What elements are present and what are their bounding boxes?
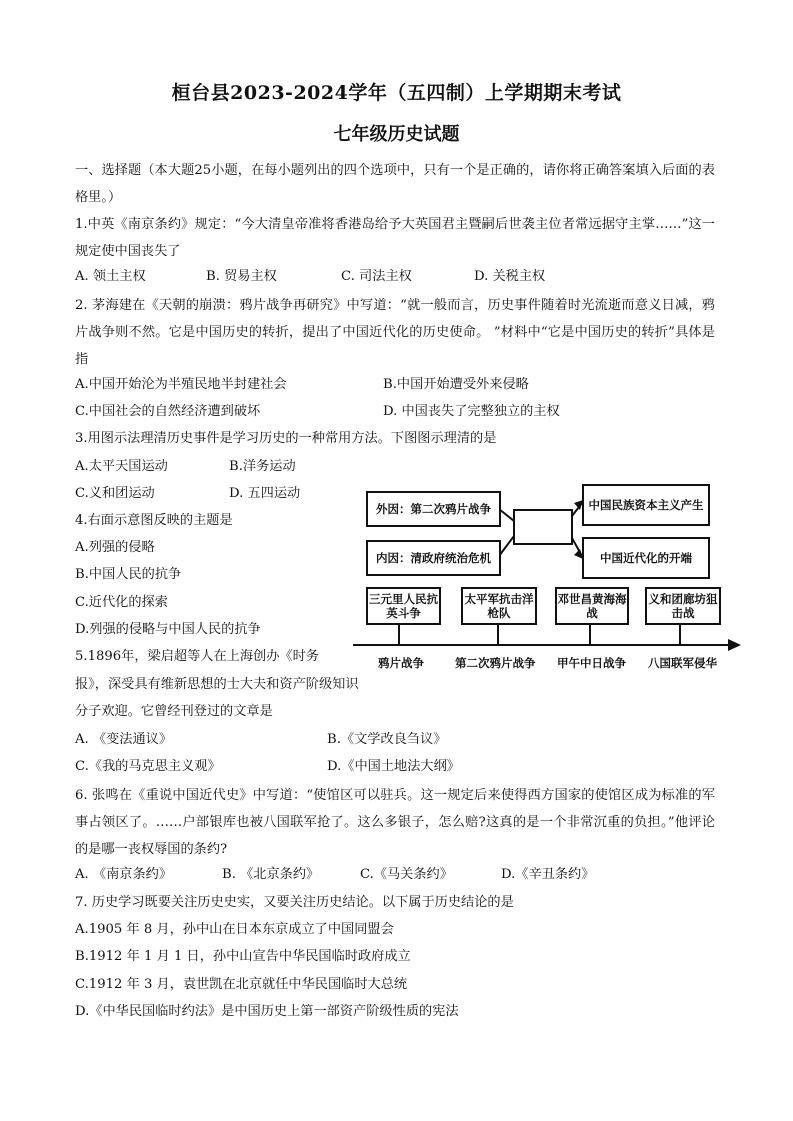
timeline-label-3: 甲午中日战争: [557, 656, 626, 670]
question-5-stem-line-3: 分子欢迎。它曾经刊登过的文章是: [75, 704, 273, 719]
timeline-label-2: 第二次鸦片战争: [455, 656, 536, 670]
exam-title: 桓台县2023-2024学年（五四制）上学期期末考试: [171, 82, 622, 104]
q5-option-b[interactable]: B.《文学改良刍议》: [327, 732, 447, 747]
q4-option-d[interactable]: D.列强的侵略与中国人民的抗争: [75, 622, 261, 637]
q1-option-d[interactable]: D. 关税主权: [474, 269, 546, 284]
timeline-event-3: 邓世昌黄海海战: [555, 587, 629, 625]
timeline-event-2: 太平军抗击洋枪队: [461, 587, 537, 625]
question-5-stem-line-1: 5.1896年，梁启超等人在上海创办《时务: [75, 649, 319, 664]
q3-option-b[interactable]: B.洋务运动: [229, 459, 296, 474]
q2-option-d[interactable]: D. 中国丧失了完整独立的主权: [383, 404, 560, 419]
question-7-stem: 7. 历史学习既要关注历史史实，又要关注历史结论。以下属于历史结论的是: [75, 895, 514, 910]
q1-option-a[interactable]: A. 领土主权: [75, 269, 146, 284]
q2-option-c[interactable]: C.中国社会的自然经济遭到破坏: [75, 404, 261, 419]
diagram-right-top-box: 中国民族资本主义产生: [582, 484, 710, 526]
q7-option-b[interactable]: B.1912 年 1 月 1 日，孙中山宣告中华民国临时政府成立: [75, 949, 411, 964]
diagram-right-bottom-box: 中国近代化的开端: [582, 537, 710, 579]
question-1-stem: 1.中英《南京条约》规定：“今大清皇帝准将香港岛给予大英国君主暨嗣后世袭主位者常远据守主掌……”这一规定使中国丧失了: [75, 217, 715, 259]
question-4-stem: 4.右面示意图反映的主题是: [75, 513, 233, 528]
timeline-label-1: 鸦片战争: [378, 656, 424, 670]
exam-subtitle: 七年级历史试题: [333, 124, 460, 145]
timeline-label-4: 八国联军侵华: [648, 656, 717, 670]
q7-option-a[interactable]: A.1905 年 8 月，孙中山在日本东京成立了中国同盟会: [75, 922, 394, 937]
q5-option-d[interactable]: D.《中国土地法大纲》: [327, 759, 460, 774]
question-3-stem: 3.用图示法理清历史事件是学习历史的一种常用方法。下图图示理清的是: [75, 431, 497, 446]
q6-option-c[interactable]: C.《马关条约》: [360, 867, 453, 882]
q1-option-c[interactable]: C. 司法主权: [341, 269, 412, 284]
timeline-event-4: 义和团廊坊狙击战: [645, 587, 721, 625]
q6-option-a[interactable]: A. 《南京条约》: [75, 867, 173, 882]
q4-option-a[interactable]: A.列强的侵略: [75, 540, 155, 555]
q3-option-c[interactable]: C.义和团运动: [75, 486, 155, 501]
q4-option-c[interactable]: C.近代化的探索: [75, 595, 168, 610]
q6-option-d[interactable]: D.《辛丑条约》: [501, 867, 595, 882]
question-2-stem: 2. 茅海建在《天朝的崩溃：鸦片战争再研究》中写道：“就一般而言，历史事件随着时光流逝而意义日减，鸦片战争则不然。它是中国历史的转折，提出了中国近代化的历史使命。 ”材料中“它是中国历史的转折”具体是指: [75, 298, 715, 367]
question-6-stem: 6. 张鸣在《重说中国近代史》中写道：“使馆区可以驻兵。这一规定后来使得西方国家的使馆区成为标准的军事占领区了。……户部银库也被八国联军抢了。这么多银子，怎么赔?这真的是一个非常沉重的负担。”他评论的是哪一丧权辱国的条约?: [75, 788, 715, 857]
diagram-left-top-box: 外因：第二次鸦片战争: [366, 491, 501, 527]
q2-option-a[interactable]: A.中国开始沦为半殖民地半封建社会: [75, 377, 287, 392]
q4-option-b[interactable]: B.中国人民的抗争: [75, 567, 182, 582]
q2-option-b[interactable]: B.中国开始遭受外来侵略: [383, 377, 529, 392]
section-intro: 一、选择题（本大题25小题，在每小题列出的四个选项中，只有一个是正确的，请你将正确答案填入后面的表格里。）: [75, 163, 715, 205]
q7-option-d[interactable]: D.《中华民国临时约法》是中国历史上第一部资产阶级性质的宪法: [75, 1004, 459, 1019]
timeline-event-1: 三元里人民抗英斗争: [366, 587, 441, 625]
q1-option-b[interactable]: B. 贸易主权: [206, 269, 277, 284]
q5-option-c[interactable]: C.《我的马克思主义观》: [75, 759, 221, 774]
q3-option-d[interactable]: D. 五四运动: [229, 486, 301, 501]
timeline-arrowhead: [728, 639, 741, 651]
q7-option-c[interactable]: C.1912 年 3 月，袁世凯在北京就任中华民国临时大总统: [75, 977, 408, 992]
diagram-left-bottom-box: 内因：清政府统治危机: [366, 540, 501, 576]
q3-option-a[interactable]: A.太平天国运动: [75, 459, 168, 474]
question-5-stem-line-2: 报》，深受具有维新思想的士大夫和资产阶级知识: [75, 677, 359, 692]
q6-option-b[interactable]: B. 《北京条约》: [222, 867, 320, 882]
q5-option-a[interactable]: A. 《变法通议》: [75, 732, 173, 747]
